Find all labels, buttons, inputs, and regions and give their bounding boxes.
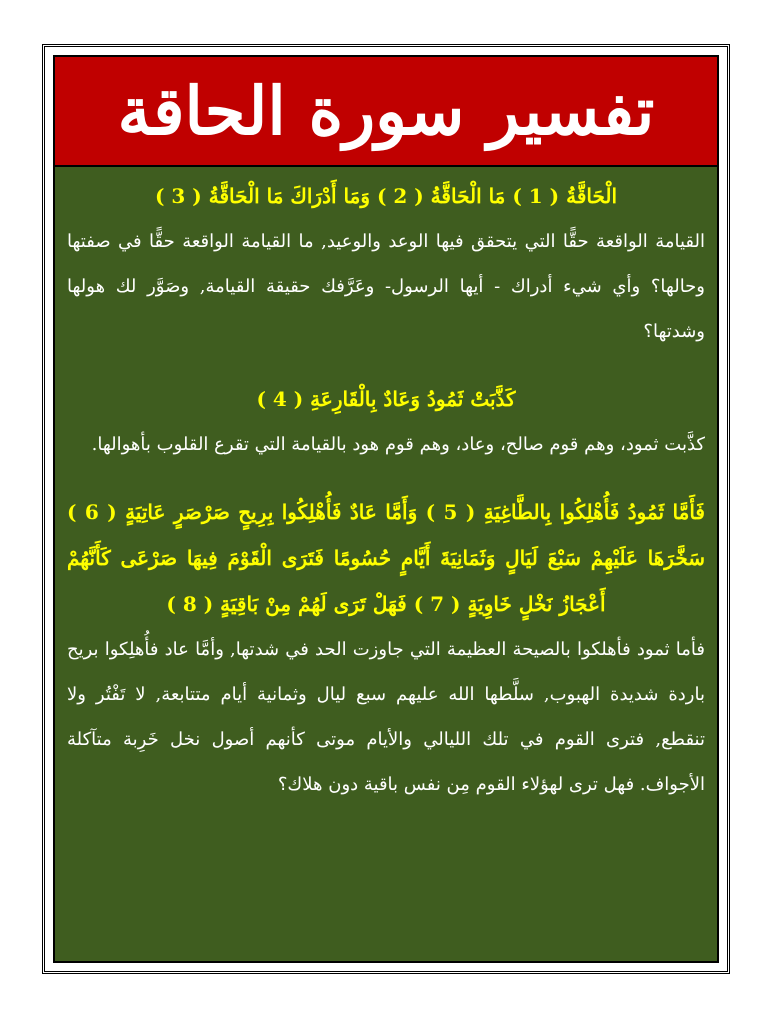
section-gap [67, 354, 705, 376]
tafsir-4: كذَّبت ثمود، وهم قوم صالح، وعاد، وهم قوم هود بالقيامة التي تقرع القلوب بأهوالها. [91, 434, 705, 455]
page-title: تفسير سورة الحاقة [117, 72, 655, 150]
verse-5-8: فَأَمَّا ثَمُودُ فَأُهْلِكُوا بِالطَّاغِيَةِ ( 5 ) وَأَمَّا عَادٌ فَأُهْلِكُوا بِرِيحٍ صَرْصَرٍ عَاتِيَةٍ ( 6 ) سَخَّرَهَا عَلَيْهِمْ سَبْعَ لَيَالٍ وَثَمَانِيَةَ أَيَّامٍ حُسُومًا فَتَرَى الْقَوْمَ فِيهَا صَرْعَى كَأَنَّهُمْ أَعْجَازُ نَخْلٍ خَاوِيَةٍ ( 7 ) فَهَلْ تَرَى لَهُمْ مِنْ بَاقِيَةٍ ( 8 ) [67, 500, 705, 616]
page-outer-border [42, 44, 730, 974]
verse-1-3: الْحَاقَّةُ ( 1 ) مَا الْحَاقَّةُ ( 2 ) وَمَا أَدْرَاكَ مَا الْحَاقَّةُ ( 3 ) [154, 184, 618, 208]
page-inner-panel [53, 55, 719, 963]
tafsir-1-3: القيامة الواقعة حقًّا التي يتحقق فيها الوعد والوعيد, ما القيامة الواقعة حقًّا في صفتها وحالها؟ وأي شيء أدراك - أيها الرسول- وعَرَّفك حقيقة القيامة, وصَوَّر لك هولها وشدتها؟ [67, 231, 705, 342]
content-area [55, 167, 717, 961]
title-banner [55, 57, 717, 167]
verse-4: كَذَّبَتْ ثَمُودُ وَعَادٌ بِالْقَارِعَةِ ( 4 ) [256, 387, 516, 411]
tafsir-5-8: فأما ثمود فأهلكوا بالصيحة العظيمة التي جاوزت الحد في شدتها, وأمَّا عاد فأُهلِكوا بريح باردة شديدة الهبوب, سلَّطها الله عليهم سبع ليال وثمانية أيام متتابعة, لا تَفْتُر ولا تنقطع, فترى القوم في تلك الليالي والأيام موتى كأنهم أصول نخل خَرِبة متآكلة الأجواف. فهل ترى لهؤلاء القوم مِن نفس باقية دون هلاك؟ [67, 639, 705, 795]
section-gap [67, 467, 705, 489]
